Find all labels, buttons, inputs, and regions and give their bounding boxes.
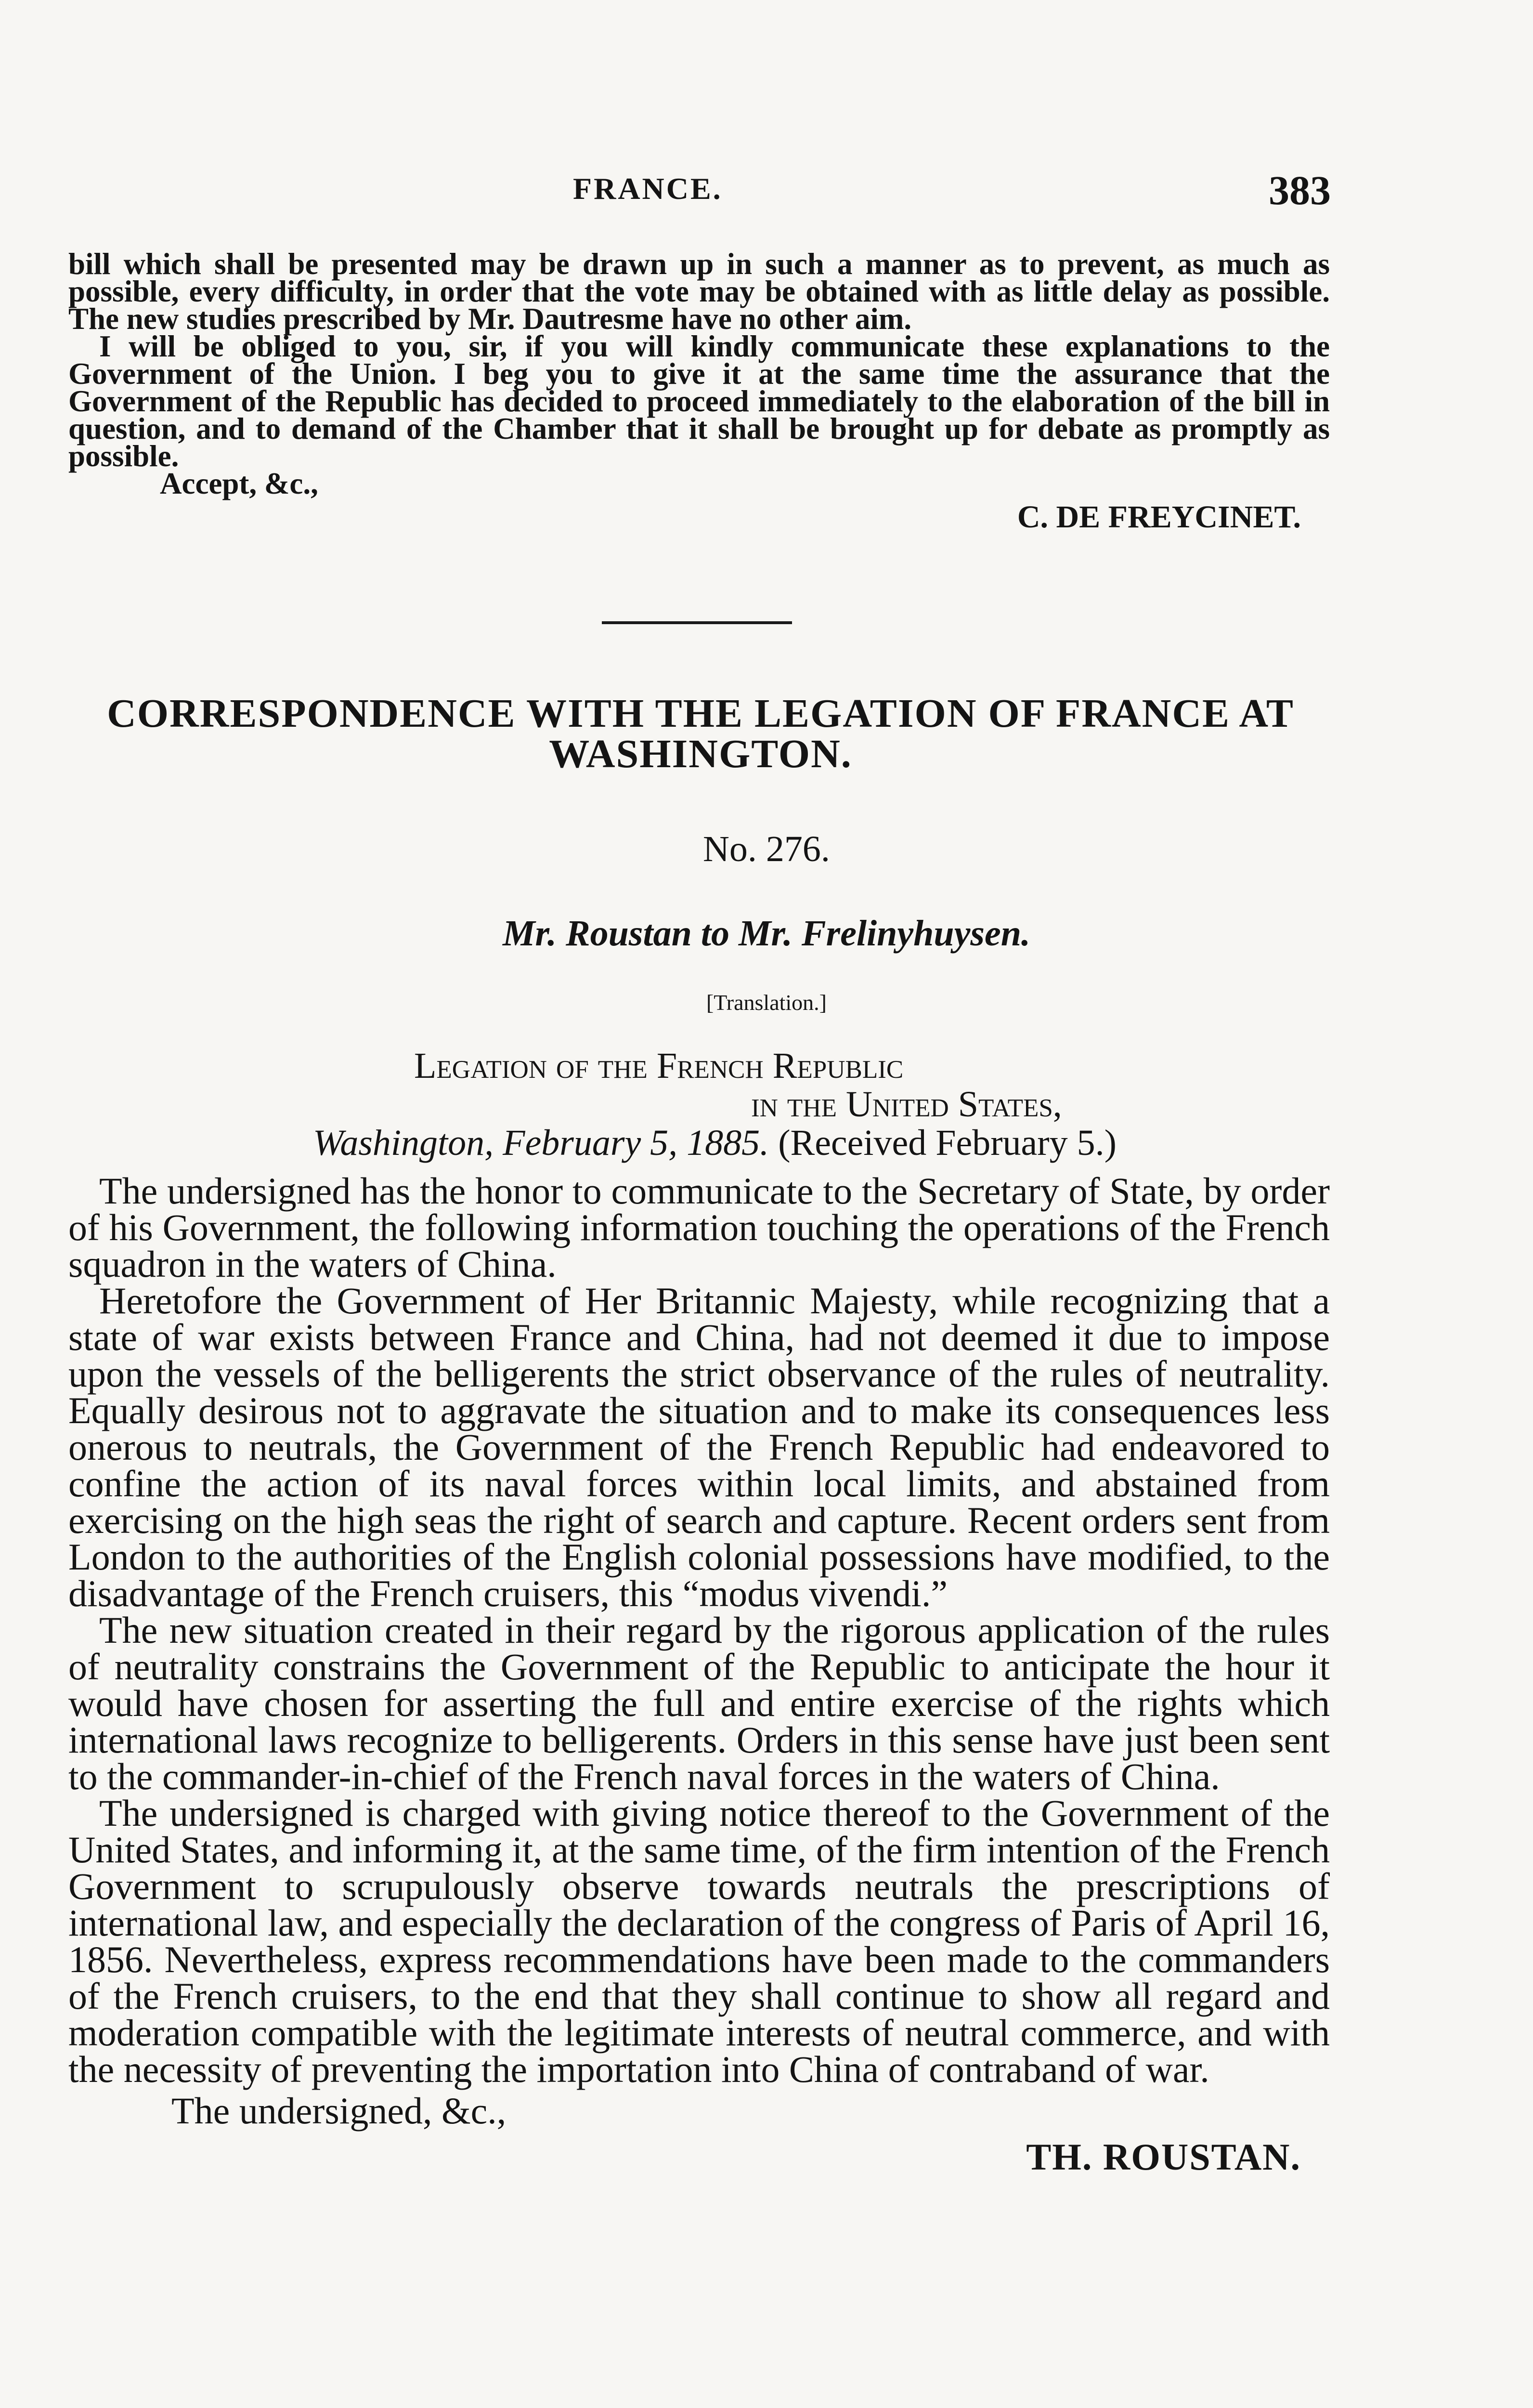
- section-title: CORRESPONDENCE WITH THE LEGATION OF FRANCE AT WASHINGTON.: [107, 691, 1294, 776]
- previous-letter: [68, 247, 1330, 535]
- dateline: [313, 1122, 1117, 1164]
- paragraph: I will be obliged to you, sir, if you will kindly communicate these explanations to the Government of the Union. I beg you to give it at the same time the assurance that the Government of the Republic has decided to proceed immediately to the elaboration of the bill in question, and to demand of the Chamber that it shall be brought up for debate as promptly as possible.: [68, 329, 1330, 473]
- sender-line-1: Legation of the French Republic: [414, 1046, 904, 1086]
- letter-body: [68, 1170, 1330, 2178]
- document-title: Mr. Roustan to Mr. Frelinyhuysen.: [502, 913, 1031, 954]
- date-place: Washington, February 5, 1885.: [313, 1123, 769, 1163]
- received-note: (Received February 5.): [778, 1123, 1117, 1163]
- signature: TH. ROUSTAN.: [1026, 2136, 1301, 2178]
- section-divider: [602, 621, 792, 624]
- closing: The undersigned, &c.,: [171, 2090, 507, 2132]
- signature: C. DE FREYCINET.: [1017, 499, 1301, 535]
- translation-note: [Translation.]: [706, 990, 827, 1015]
- paragraph: Heretofore the Government of Her Britannic Majesty, while recognizing that a state of war exists between France and China, had not deemed it due to impose upon the vessels of the belligerents the strict observance of the rules of neutrality. Equally desirous not to aggravate the situation and to make its consequences less onerous to neutrals, the Government of the French Republic had endeavored to confine the action of its naval forces within local limits, and abstained from exercising on the high seas the right of search and capture. Recent orders sent from London to the authorities of the English colonial possessions have modified, to the disadvantage of the French cruisers, this “modus vivendi.”: [68, 1280, 1330, 1614]
- paragraph: The new situation created in their regard by the rigorous application of the rules of neutrality constrains the Government of the Republic to anticipate the hour it would have chosen for asserting the full and entire exercise of the rights which international laws recognize to belligerents. Orders in this sense have just been sent to the commander-in-chief of the French naval forces in the waters of China.: [68, 1609, 1330, 1797]
- running-head: FRANCE.: [573, 171, 723, 206]
- page-header: [0, 166, 1533, 214]
- sender-line-2: in the United States,: [751, 1084, 1062, 1125]
- page-number: 383: [1269, 167, 1331, 213]
- paragraph: bill which shall be presented may be drawn up in such a manner as to prevent, as much as possible, every difficulty, in order that the vote may be obtained with as little delay as possible. The new studies prescribed by Mr. Dautresme have no other aim.: [68, 247, 1330, 336]
- document-number: No. 276.: [703, 829, 830, 869]
- salutation: Accept, &c.,: [160, 467, 318, 500]
- paragraph: The undersigned has the honor to communicate to the Secretary of State, by order of his Government, the following information touching the operations of the French squadron in the waters of China.: [68, 1170, 1330, 1285]
- paragraph: The undersigned is charged with giving notice thereof to the Government of the United States, and informing it, at the same time, of the firm intention of the French Government to scrupulously observe towards neutrals the prescriptions of international law, and especially the declaration of the congress of Paris of April 16, 1856. Nevertheless, express recommendations have been made to the commanders of the French cruisers, to the end that they shall continue to show all regard and moderation compatible with the legitimate interests of neutral commerce, and with the necessity of preventing the importation into China of contraband of war.: [68, 1792, 1330, 2090]
